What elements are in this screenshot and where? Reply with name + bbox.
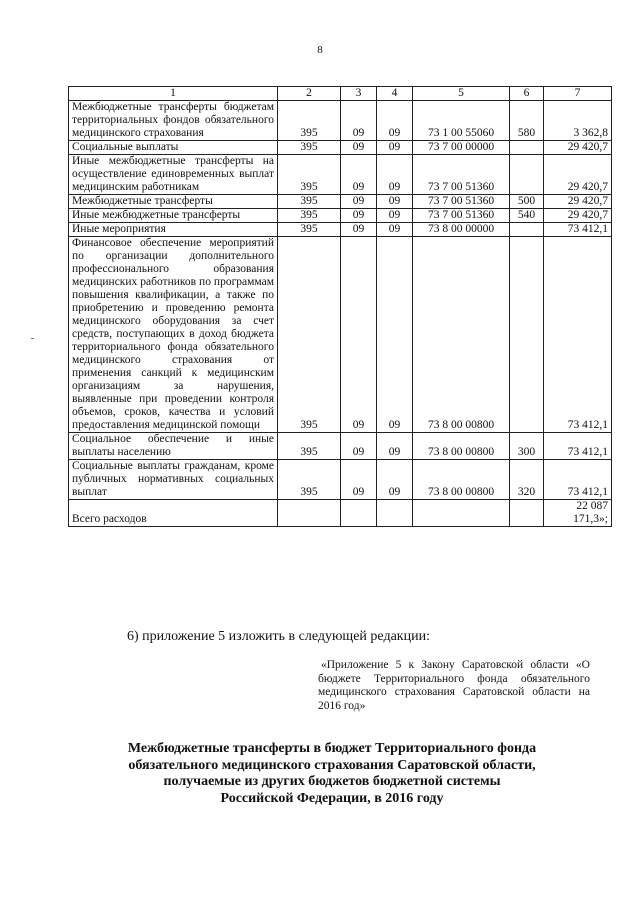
row-code-subsection: 09 (377, 433, 413, 460)
row-amount: 29 420,7 (544, 141, 612, 155)
row-code-subsection: 09 (377, 195, 413, 209)
row-name: Социальные выплаты гражданам, кроме публичных нормативных социальных выплат (69, 460, 278, 500)
row-code-type: 540 (510, 209, 544, 223)
appendix-note: «Приложение 5 к Закону Саратовской области «О бюджете Территориального фонда обязательного медицинского страхования Саратовской области на 2016 год» (318, 659, 590, 712)
row-code-target: 73 7 00 51360 (413, 209, 510, 223)
paragraph-6: 6) приложение 5 изложить в следующей редакции: (127, 629, 430, 644)
row-name: Межбюджетные трансферты (69, 195, 278, 209)
row-code-section: 09 (341, 433, 377, 460)
row-code-section: 09 (341, 460, 377, 500)
table-row (69, 155, 612, 195)
row-code-target: 73 8 00 00800 (413, 460, 510, 500)
row-code-ministry: 395 (278, 141, 341, 155)
row-amount: 29 420,7 (544, 209, 612, 223)
row-code-ministry (278, 500, 341, 527)
header-cell: 6 (510, 87, 544, 101)
row-code-ministry: 395 (278, 101, 341, 141)
row-code-section: 09 (341, 195, 377, 209)
row-code-section: 09 (341, 223, 377, 237)
row-code-subsection: 09 (377, 141, 413, 155)
row-code-section: 09 (341, 209, 377, 223)
table-row (69, 237, 612, 433)
table-row (69, 223, 612, 237)
row-code-subsection: 09 (377, 155, 413, 195)
title-line: Межбюджетные трансферты в бюджет Территориального фонда (127, 741, 537, 756)
row-code-subsection: 09 (377, 460, 413, 500)
row-code-ministry: 395 (278, 433, 341, 460)
table-row (69, 209, 612, 223)
table-header-row (69, 87, 612, 101)
row-code-target (413, 500, 510, 527)
row-name: Социальные выплаты (69, 141, 278, 155)
row-name: Финансовое обеспечение мероприятий по организации дополнительного профессионального образования медицинских работников по программам повышения квалификации, а также по приобретению и проведению ремонта медицинского оборудования за счет средств, поступающих в доход бюджета территориального фонда обязательного медицинского страхования от применения санкций к медицинским организациям за нарушения, выявленные при проведении контроля объемов, сроков, качества и условий предоставления медицинской помощи (69, 237, 278, 433)
row-code-subsection (377, 500, 413, 527)
table-row (69, 141, 612, 155)
row-name: Иные межбюджетные трансферты (69, 209, 278, 223)
row-amount: 29 420,7 (544, 155, 612, 195)
row-amount: 73 412,1 (544, 433, 612, 460)
row-code-type (510, 500, 544, 527)
row-code-subsection: 09 (377, 223, 413, 237)
row-code-subsection: 09 (377, 237, 413, 433)
row-code-type (510, 237, 544, 433)
table-total-row (69, 500, 612, 527)
row-code-ministry: 395 (278, 155, 341, 195)
row-code-ministry: 395 (278, 237, 341, 433)
row-code-type (510, 141, 544, 155)
header-cell: 5 (413, 87, 510, 101)
row-amount: 73 412,1 (544, 460, 612, 500)
table-row (69, 101, 612, 141)
title-line: получаемые из других бюджетов бюджетной системы (163, 774, 501, 789)
document-title (88, 741, 576, 807)
table-row (69, 433, 612, 460)
row-code-ministry: 395 (278, 460, 341, 500)
row-name: Межбюджетные трансферты бюджетам территориальных фондов обязательного медицинского страхования (69, 101, 278, 141)
row-code-target: 73 7 00 00000 (413, 141, 510, 155)
header-cell: 3 (341, 87, 377, 101)
row-amount: 22 087 171,3»; (544, 500, 612, 527)
budget-table (68, 86, 612, 527)
row-amount: 3 362,8 (544, 101, 612, 141)
row-name: Иные мероприятия (69, 223, 278, 237)
table-row (69, 460, 612, 500)
row-code-section: 09 (341, 155, 377, 195)
row-code-subsection: 09 (377, 209, 413, 223)
row-code-ministry: 395 (278, 223, 341, 237)
row-code-type (510, 223, 544, 237)
title-line: обязательного медицинского страхования Саратовской области, (128, 757, 536, 773)
row-amount: 73 412,1 (544, 223, 612, 237)
row-name: Всего расходов (69, 500, 278, 527)
row-code-type: 580 (510, 101, 544, 141)
row-code-section (341, 500, 377, 527)
row-code-target: 73 1 00 55060 (413, 101, 510, 141)
row-code-target: 73 8 00 00000 (413, 223, 510, 237)
row-code-target: 73 7 00 51360 (413, 155, 510, 195)
row-code-target: 73 7 00 51360 (413, 195, 510, 209)
row-name: Иные межбюджетные трансферты на осуществление единовременных выплат медицинским работникам (69, 155, 278, 195)
row-code-ministry: 395 (278, 209, 341, 223)
table-row (69, 195, 612, 209)
row-code-section: 09 (341, 237, 377, 433)
margin-mark (31, 338, 34, 339)
header-cell: 2 (278, 87, 341, 101)
header-cell: 7 (544, 87, 612, 101)
row-code-type: 300 (510, 433, 544, 460)
row-code-type: 500 (510, 195, 544, 209)
row-amount: 73 412,1 (544, 237, 612, 433)
row-code-section: 09 (341, 101, 377, 141)
title-line: Российской Федерации, в 2016 году (220, 790, 444, 806)
row-name: Социальное обеспечение и иные выплаты населению (69, 433, 278, 460)
row-amount: 29 420,7 (544, 195, 612, 209)
row-code-subsection: 09 (377, 101, 413, 141)
row-code-section: 09 (341, 141, 377, 155)
row-code-target: 73 8 00 00800 (413, 237, 510, 433)
row-code-type (510, 155, 544, 195)
row-code-ministry: 395 (278, 195, 341, 209)
header-cell: 4 (377, 87, 413, 101)
page-number: 8 (317, 44, 323, 56)
row-code-target: 73 8 00 00800 (413, 433, 510, 460)
row-code-type: 320 (510, 460, 544, 500)
header-cell: 1 (69, 87, 278, 101)
